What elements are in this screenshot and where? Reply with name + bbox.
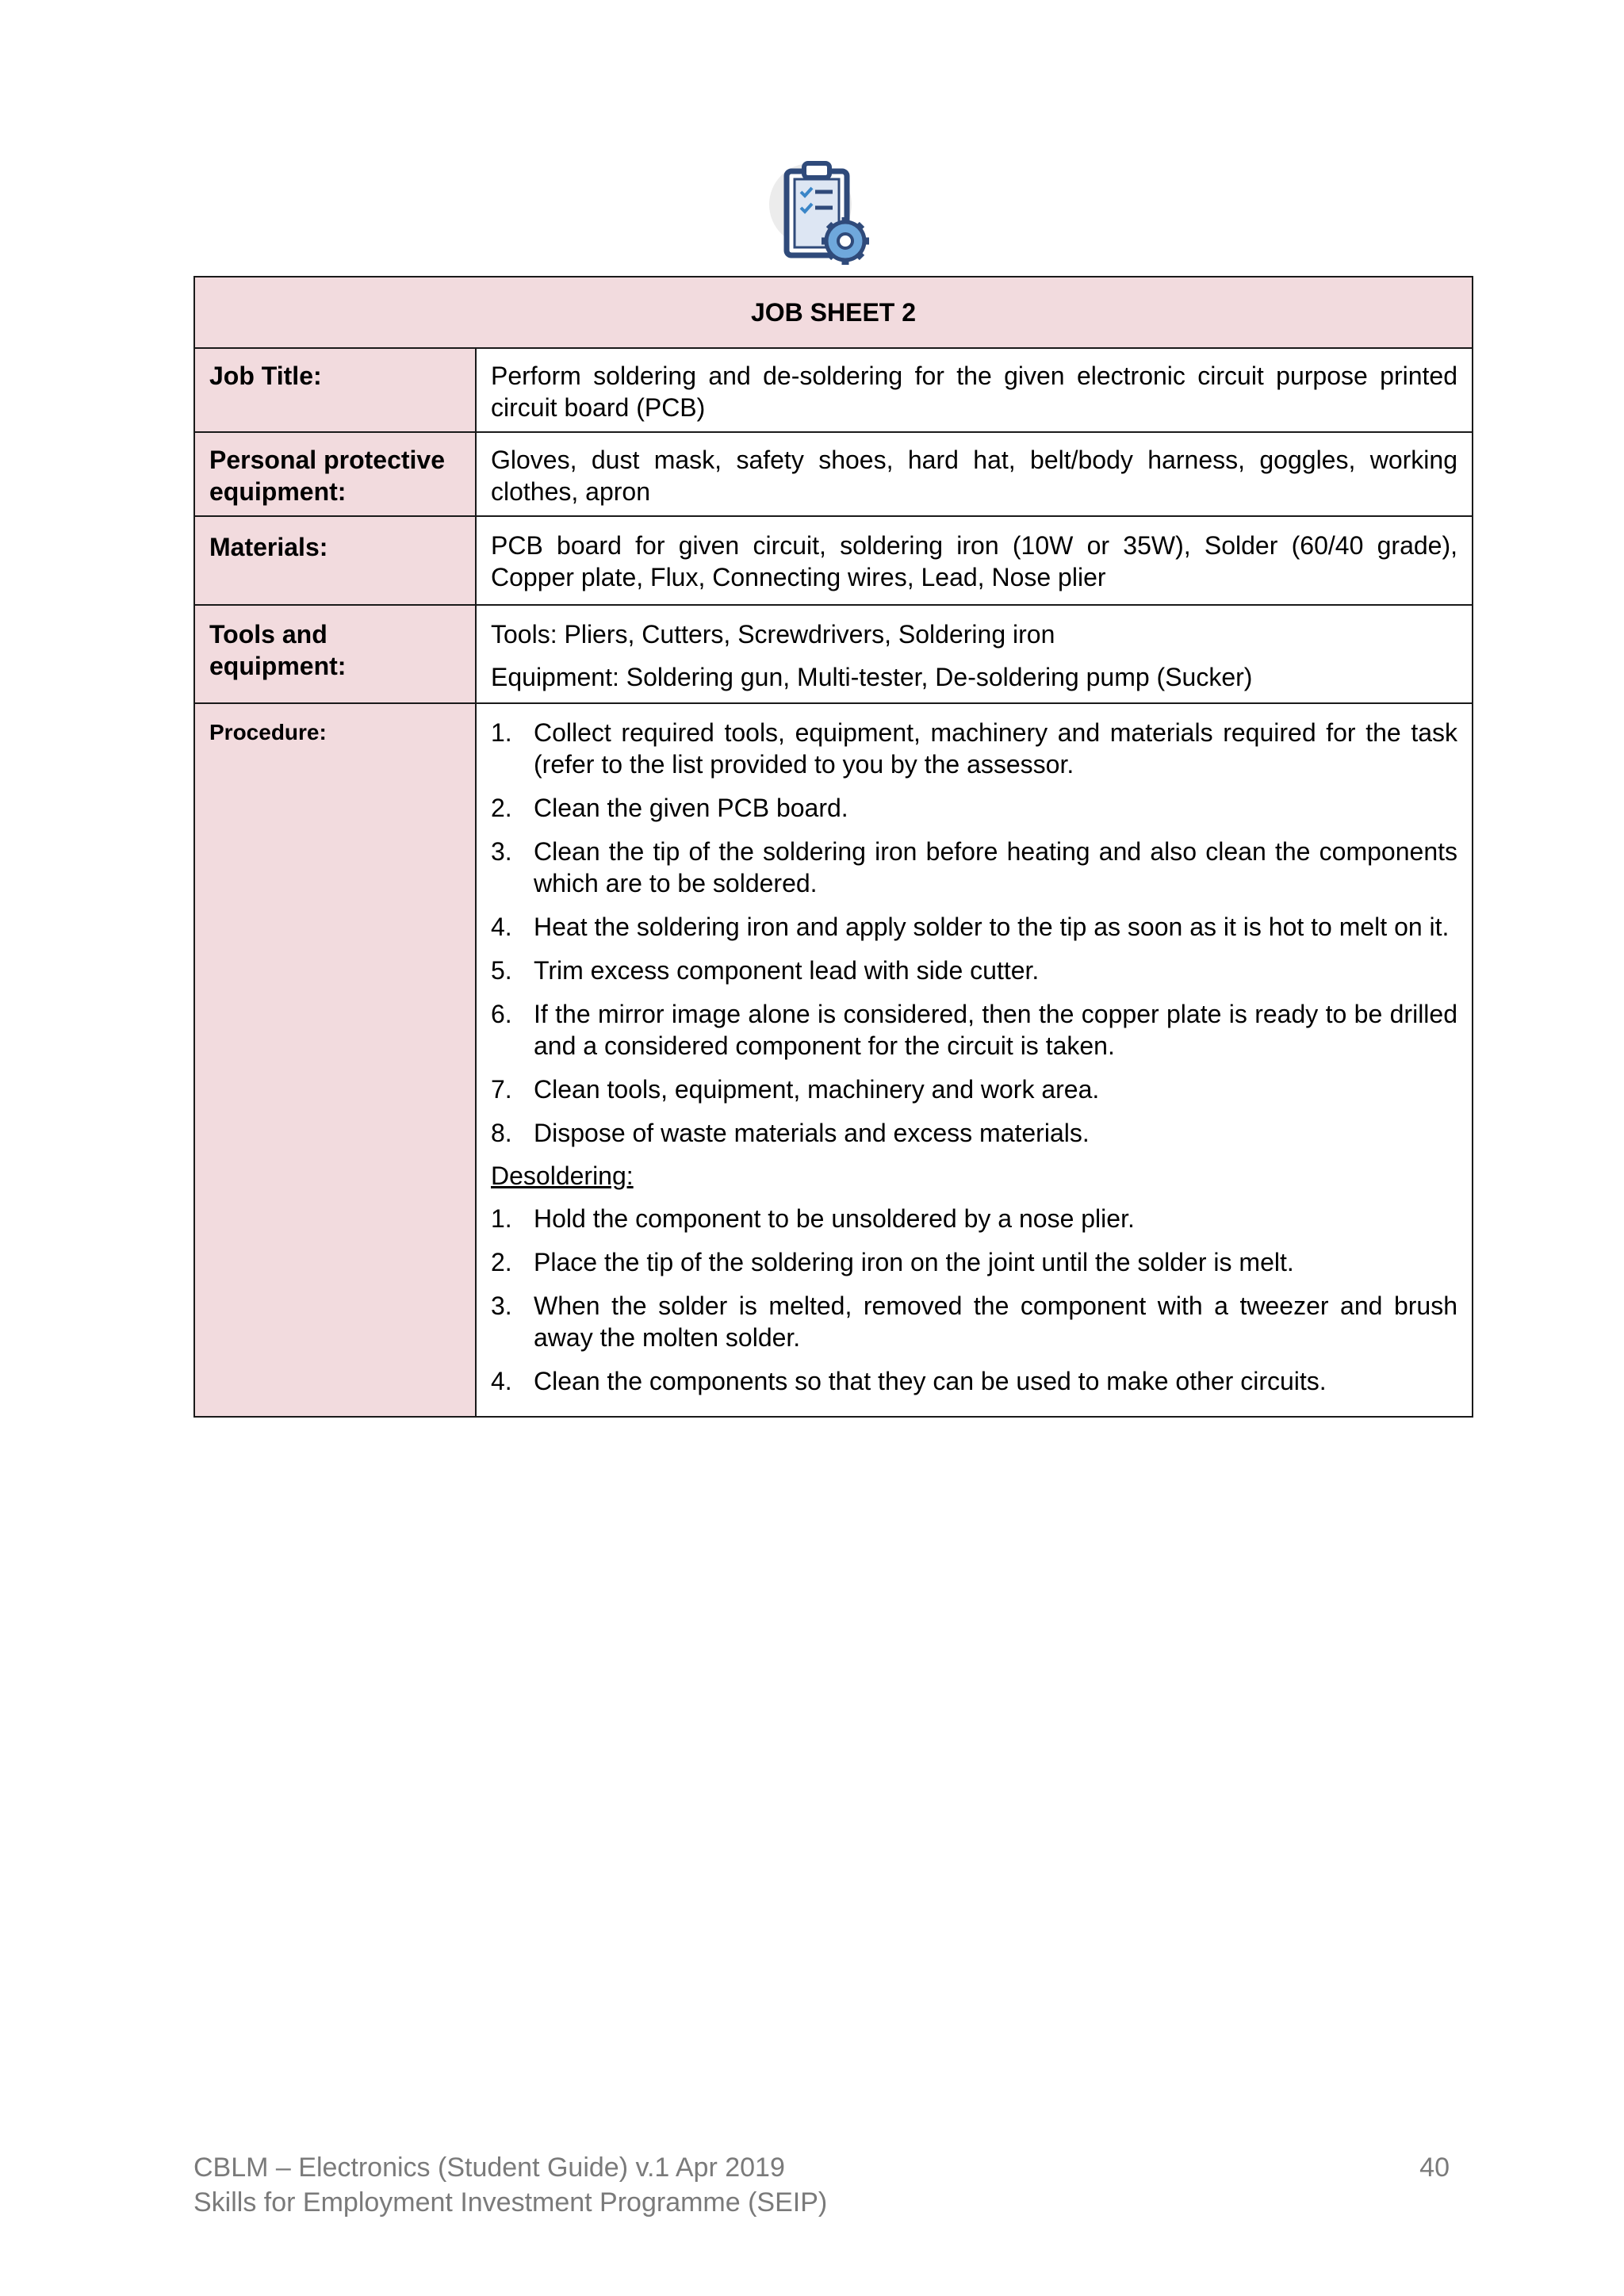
list-item-number: 4. [491, 1367, 512, 1395]
ppe-value: Gloves, dust mask, safety shoes, hard hat, belt/body harness, goggles, working clothes, apron [476, 432, 1473, 516]
list-item-text: Clean the given PCB board. [534, 794, 848, 822]
procedure-value [476, 703, 1473, 1417]
list-item-text: Hold the component to be unsoldered by a nose plier. [534, 1204, 1135, 1233]
list-item-number: 2. [491, 1248, 512, 1276]
procedure-row [194, 703, 1473, 1417]
footer-line-2: Skills for Employment Investment Programme (SEIP) [193, 2187, 828, 2218]
list-item [491, 998, 1457, 1062]
list-item [491, 955, 1457, 986]
list-item-text: Clean the components so that they can be used to make other circuits. [534, 1367, 1327, 1395]
procedure-steps [491, 717, 1457, 1149]
list-item [491, 792, 1457, 824]
job-sheet-title: JOB SHEET 2 [194, 277, 1473, 348]
list-item-text: Heat the soldering iron and apply solder to the tip as soon as it is hot to melt on it. [534, 913, 1450, 941]
list-item-text: Collect required tools, equipment, machinery and materials required for the task (refer to the list provided to you by the assessor. [534, 718, 1457, 779]
tools-line: Tools: Pliers, Cutters, Screwdrivers, Soldering iron [491, 620, 1055, 649]
materials-value: PCB board for given circuit, soldering iron (10W or 35W), Solder (60/40 grade), Copper plate, Flux, Connecting wires, Lead, Nose plier [476, 516, 1473, 605]
list-item-number: 8. [491, 1119, 512, 1147]
list-item-text: When the solder is melted, removed the component with a tweezer and brush away the molten solder. [534, 1292, 1457, 1352]
list-item [491, 717, 1457, 780]
list-item-text: Trim excess component lead with side cutter. [534, 956, 1040, 985]
tools-value [476, 605, 1473, 703]
equipment-line: Equipment: Soldering gun, Multi-tester, De-soldering pump (Sucker) [491, 663, 1253, 691]
list-item-text: Clean the tip of the soldering iron before heating and also clean the components which are to be soldered. [534, 837, 1457, 897]
ppe-label: Personal protective equipment: [194, 432, 476, 516]
list-item-number: 5. [491, 956, 512, 985]
list-item [491, 1117, 1457, 1149]
list-item [491, 1203, 1457, 1234]
job-sheet-table [193, 276, 1473, 1418]
list-item-number: 6. [491, 1000, 512, 1028]
materials-label: Materials: [194, 516, 476, 605]
list-item [491, 911, 1457, 943]
list-item-text: Place the tip of the soldering iron on the joint until the solder is melt. [534, 1248, 1294, 1276]
list-item [491, 1246, 1457, 1278]
list-item-number: 3. [491, 1292, 512, 1320]
tools-row [194, 605, 1473, 703]
list-item-text: If the mirror image alone is considered, then the copper plate is ready to be drilled and a considered component for the circuit is taken. [534, 1000, 1457, 1060]
list-item-text: Dispose of waste materials and excess materials. [534, 1119, 1090, 1147]
list-item-number: 1. [491, 1204, 512, 1233]
desoldering-steps [491, 1203, 1457, 1397]
list-item [491, 1073, 1457, 1105]
list-item [491, 836, 1457, 899]
materials-row [194, 516, 1473, 605]
tools-label: Tools and equipment: [194, 605, 476, 703]
procedure-label: Procedure: [194, 703, 476, 1417]
footer-line-1: CBLM – Electronics (Student Guide) v.1 Apr 2019 [193, 2152, 785, 2183]
list-item-number: 4. [491, 913, 512, 941]
list-item-number: 1. [491, 718, 512, 747]
job-title-row [194, 348, 1473, 432]
job-title-label: Job Title: [194, 348, 476, 432]
list-item-number: 3. [491, 837, 512, 866]
list-item [491, 1290, 1457, 1353]
page-number: 40 [1419, 2152, 1450, 2183]
job-title-value: Perform soldering and de-soldering for the given electronic circuit purpose printed circuit board (PCB) [476, 348, 1473, 432]
clipboard-gear-icon [760, 154, 883, 274]
list-item-number: 7. [491, 1075, 512, 1104]
page-footer [193, 2150, 1450, 2220]
desoldering-heading: Desoldering: [491, 1161, 634, 1190]
list-item-number: 2. [491, 794, 512, 822]
list-item-text: Clean tools, equipment, machinery and work area. [534, 1075, 1100, 1104]
list-item [491, 1365, 1457, 1397]
ppe-row [194, 432, 1473, 516]
